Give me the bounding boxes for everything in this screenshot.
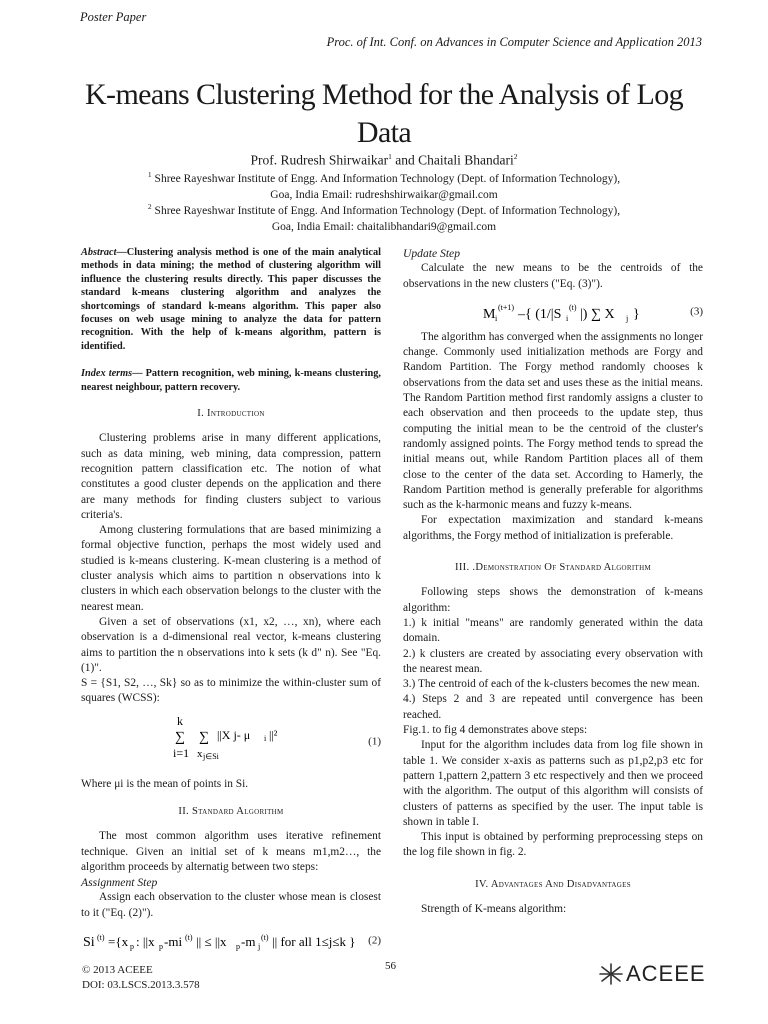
- svg-text:x: x: [197, 747, 203, 760]
- svg-text:p: p: [130, 942, 134, 952]
- standard-p1: The most common algorithm uses iterative refinement technique. Given an initial set of k means m1,m2…, the algorithm proceeds by alternatig between two steps:: [81, 830, 381, 873]
- page-number: 56: [385, 960, 396, 972]
- section-heading-standard: II. Standard Algorithm: [178, 806, 284, 817]
- aff-1-line2: Goa, India Email: rudreshshirwaikar@gmail.com: [270, 188, 498, 201]
- author-1: Prof. Rudresh Shirwaikar: [250, 152, 389, 168]
- equation-3-number: (3): [690, 305, 703, 318]
- svg-text:∑: ∑: [175, 729, 185, 745]
- demo-step-2: 2.) k clusters are created by associating every observation with the nearest mean.: [403, 647, 703, 675]
- svg-text:(t): (t): [185, 933, 193, 943]
- equation-1-number: (1): [368, 735, 381, 748]
- equation-2-graphic: [81, 929, 361, 953]
- section-heading-demo: III. .Demonstration Of Standard Algorithm: [455, 562, 651, 574]
- svg-text:(t): (t): [97, 933, 105, 943]
- svg-text:i=1: i=1: [173, 745, 190, 760]
- demo-figs: Fig.1. to fig 4 demonstrates above steps:: [403, 724, 588, 737]
- affiliation-1: [60, 167, 708, 203]
- svg-text:k: k: [177, 713, 183, 728]
- intro-p4: S = {S1, S2, …, Sk} so as to minimize the within-cluster sum of squares (WCSS):: [81, 677, 381, 705]
- header-right: Proc. of Int. Conf. on Advances in Computer Science and Application 2013: [326, 35, 702, 49]
- intro-p3: Given a set of observations (x1, x2, …, xn), where each observation is a d-dimensional real vector, k-means clustering aims to partition the n observations into k sets (k d" n). See "Eq. (1)".: [81, 615, 381, 674]
- demo-step-1: 1.) k initial "means" are randomly generated within the data domain.: [403, 616, 703, 645]
- svg-text:-m: -m: [241, 934, 256, 950]
- demo-p2: This input is obtained by performing preprocessing steps on the log file shown in fig. 2.: [403, 831, 703, 859]
- aff-2-mark: 2: [147, 202, 152, 211]
- svg-text:i: i: [264, 733, 267, 743]
- header-left: Poster Paper: [80, 10, 147, 24]
- svg-text:={x: ={x: [108, 934, 129, 950]
- aceee-star-icon: [598, 963, 624, 985]
- svg-text:p: p: [236, 942, 240, 952]
- update-p1: Calculate the new means to be the centroids of the observations in the new clusters ("Eq. (3)").: [403, 262, 703, 290]
- index-terms-label: Index terms: [81, 368, 133, 380]
- assignment-step-text: Assign each observation to the cluster whose mean is closest to it ("Eq. (2)").: [81, 891, 381, 919]
- section-heading-adv: IV. Advantages And Disadvantages: [475, 878, 631, 890]
- aff-2-line2: Goa, India Email: chaitalibhandari9@gmail.com: [271, 220, 497, 233]
- svg-text:M: M: [483, 306, 496, 322]
- svg-text:(t+1): (t+1): [498, 302, 515, 312]
- update-p2: The algorithm has converged when the assignments no longer change. Commonly used initialization methods are Forgy and Random Partition. The Forgy method randomly chooses k observations from the data set and uses these as the initial means. The Random Partition method first randomly assigns a cluster to each observation and then proceeds to the update step, thus computing the initial mean to be the centroid of the cluster's randomly assigned points. The Forgy method tends to spread the initial means out, while Random Partition places all of them close to the center of the data set. According to Hamerly, the Random Partition method is generally preferable for algorithms such as the k-harmonic means and fuzzy k-means.: [403, 330, 703, 512]
- assignment-step-heading: Assignment Step: [81, 876, 158, 890]
- update-step-heading: Update Step: [403, 247, 460, 260]
- svg-text:|) ∑ X: |) ∑ X: [580, 306, 615, 322]
- intro-p1: Clustering problems arise in many different applications, such as data mining, web mining, data compression, pattern recognition pattern classification etc. The notion of what constitutes a good cluster depends on the application and there are many methods for finding clusters subject to various criteria's.: [81, 432, 381, 521]
- aff-1-mark: 1: [147, 170, 152, 179]
- author-2: Chaitali Bhandari: [418, 152, 514, 168]
- svg-text:||²: ||²: [269, 727, 278, 742]
- doi: DOI: 03.LSCS.2013.3.578: [82, 979, 200, 991]
- index-terms: [81, 367, 381, 394]
- abstract: [81, 246, 381, 353]
- equation-1-graphic: [91, 713, 351, 771]
- update-p3: For expectation maximization and standard k-means algorithms, the Forgy method of initialization is preferable.: [403, 514, 703, 542]
- right-column: [403, 246, 703, 917]
- svg-text:-mi: -mi: [164, 934, 183, 950]
- aceee-logo-text: ACEEE: [626, 961, 706, 986]
- abstract-label: Abstract: [81, 247, 117, 258]
- svg-text:|| for all 1≤j≤k }: || for all 1≤j≤k }: [272, 934, 356, 950]
- svg-text:: ||x: : ||x: [136, 934, 155, 950]
- copyright: © 2013 ACEEE: [82, 964, 153, 976]
- author-sep: and: [391, 152, 419, 168]
- aff-1-line1: Shree Rayeshwar Institute of Engg. And Information Technology (Dept. of Information Technology),: [154, 172, 621, 185]
- author-2-mark: 2: [513, 152, 518, 161]
- author-1-mark: 1: [388, 152, 392, 161]
- equation-2: [81, 929, 381, 953]
- equation-3: [403, 298, 703, 326]
- footer-left: [82, 963, 200, 993]
- section-heading-intro: I. Introduction: [197, 408, 265, 420]
- svg-text:∑: ∑: [199, 729, 209, 745]
- aceee-logo: [598, 961, 706, 987]
- svg-text:j∈Si: j∈Si: [203, 751, 219, 761]
- svg-text:j: j: [626, 313, 629, 323]
- svg-text:j: j: [258, 942, 261, 952]
- svg-text:||X j- μ: ||X j- μ: [217, 727, 251, 742]
- paper-title: K-means Clustering Method for the Analysis of Log Data: [84, 78, 683, 149]
- left-column: [81, 246, 381, 953]
- demo-p1: Input for the algorithm includes data from log file shown in table 1. We consider x-axis as patterns such as p1,p2,p3 etc for pattern 1,pattern 2,pattern 3 etc respectively and then we proceed with the algorithm. The output of this algorithm will consists of clusters of patterns as specified by the user. The input table is shown in table I.: [403, 739, 703, 828]
- svg-text:(t): (t): [261, 933, 269, 943]
- equation-2-number: (2): [368, 934, 381, 947]
- svg-text:i: i: [566, 313, 569, 323]
- svg-text:Si: Si: [83, 935, 95, 951]
- intro-p2: Among clustering formulations that are based minimizing a formal objective function, perhaps the most widely used and studied is k-means clustering. K-mean clustering is a method of cluster analysis which aims to partition n observations into k clusters in which each observation belongs to the cluster with the nearest mean.: [81, 524, 381, 613]
- demo-intro: Following steps shows the demonstration of k-means algorithm:: [403, 586, 703, 614]
- adv-p1: Strength of K-means algorithm:: [421, 902, 567, 915]
- svg-text:–{ (1/|S: –{ (1/|S: [518, 306, 562, 322]
- svg-text:p: p: [159, 942, 163, 952]
- abstract-text: —Clustering analysis method is one of the main analytical methods in data mining; the method of clustering algorithm will influence the clustering results directly. This paper discusses the standard k-means clustering algorithm and analyzes the shortcomings of standard k-means algorithm. This paper also focuses on web usage mining to analyze the data for pattern recognition. With the help of k-means algorithm, pattern is identified.: [81, 247, 381, 352]
- demo-step-3: 3.) The centroid of each of the k-clusters becomes the new mean.: [403, 678, 700, 691]
- equation-1: [81, 713, 381, 771]
- svg-text:}: }: [633, 306, 640, 322]
- demo-step-4: 4.) Steps 2 and 3 are repeated until convergence has been reached.: [403, 693, 703, 721]
- svg-text:i: i: [495, 313, 498, 323]
- index-terms-text: — Pattern recognition, web mining, k-means clustering, nearest neighbour, pattern recovery.: [81, 368, 381, 393]
- intro-where: Where μi is the mean of points in Si.: [81, 777, 249, 790]
- aff-2-line1: Shree Rayeshwar Institute of Engg. And Information Technology (Dept. of Information Technology),: [154, 204, 621, 217]
- svg-text:(t): (t): [569, 302, 577, 312]
- svg-text:|| ≤ ||x: || ≤ ||x: [196, 934, 227, 950]
- affiliation-2: [60, 199, 708, 235]
